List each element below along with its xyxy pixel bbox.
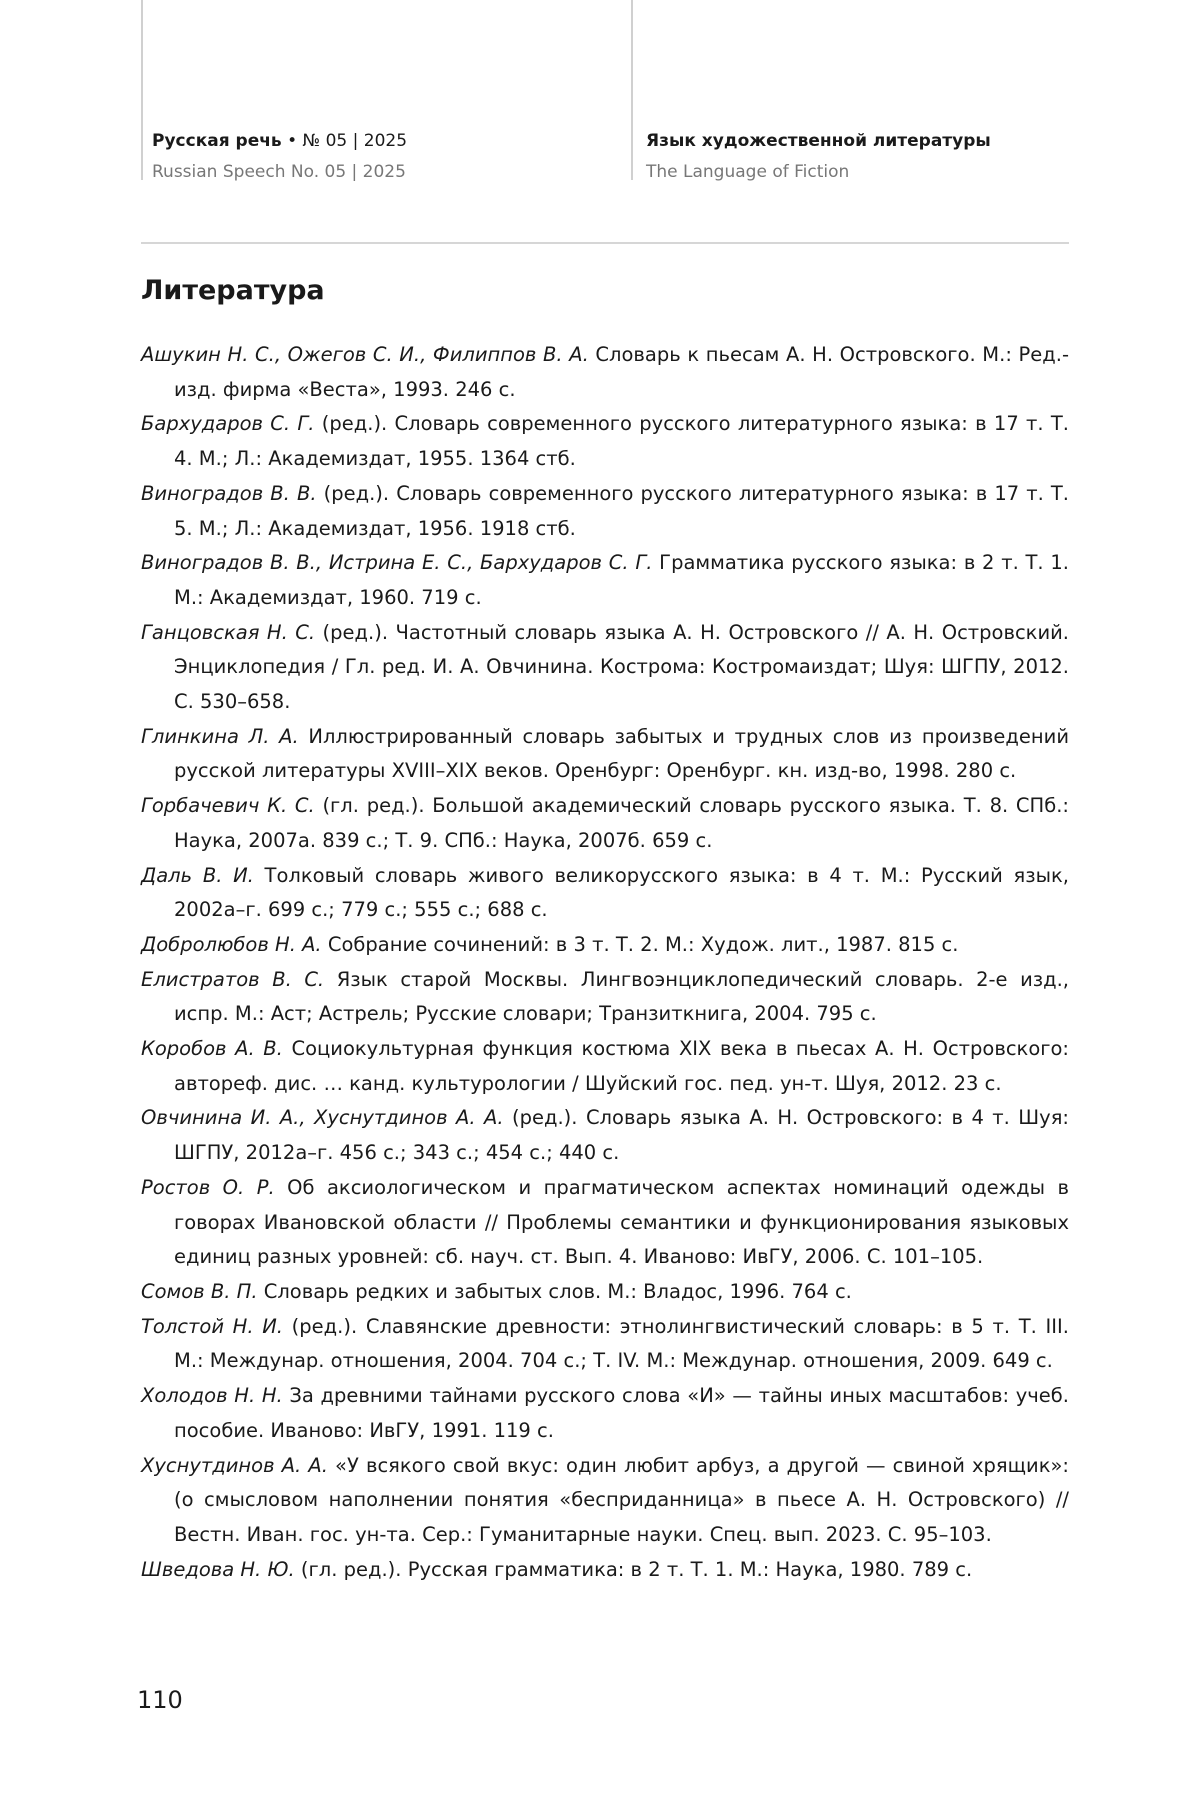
reference-item <box>141 1101 1069 1170</box>
journal-issue: № 05 | 2025 <box>302 131 408 151</box>
reference-text: Социокультурная функция костюма XIX века в пьесах А. Н. Островского: автореф. дис. … канд. культурологии / Шуйский гос. пед. ун-т. Шуя, 2012. 23 с. <box>174 1037 1069 1095</box>
reference-text: Иллюстрированный словарь забытых и трудных слов из произведений русской литературы XVIII–XIX веков. Оренбург: Оренбург. кн. изд-во, 1998. 280 с. <box>174 724 1069 783</box>
reference-item <box>141 1449 1069 1553</box>
reference-authors: Добролюбов Н. А. <box>141 932 322 956</box>
reference-item <box>141 1379 1069 1448</box>
reference-authors: Ростов О. Р. <box>141 1175 275 1199</box>
reference-text: (ред.). Словарь современного русского литературного языка: в 17 т. Т. 5. М.; Л.: Академиздат, 1956. 1918 стб. <box>174 481 1069 540</box>
reference-authors: Ганцовская Н. С. <box>141 620 316 644</box>
reference-authors: Коробов А. В. <box>141 1037 283 1061</box>
reference-item <box>141 407 1069 476</box>
reference-authors: Шведова Н. Ю. <box>141 1557 295 1581</box>
header-rule <box>141 242 1069 244</box>
reference-text: Язык старой Москвы. Лингвоэнциклопедический словарь. 2-е изд., испр. М.: Аст; Астрель; Русские словари; Транзиткнига, 2004. 795 с. <box>174 967 1069 1026</box>
reference-item <box>141 338 1069 407</box>
reference-text: (гл. ред.). Большой академический словарь русского языка. Т. 8. СПб.: Наука, 2007а. 839 с.; Т. 9. СПб.: Наука, 2007б. 659 с. <box>174 794 1070 852</box>
reference-text: (ред.). Частотный словарь языка А. Н. Островского // А. Н. Островский. Энциклопедия / Гл. ред. И. А. Овчинина. Кострома: Костромаиздат; Шуя: ШГПУ, 2012. С. 530–658. <box>174 620 1070 714</box>
reference-text: Словарь редких и забытых слов. М.: Владос, 1996. 764 с. <box>257 1279 852 1303</box>
reference-item <box>141 1310 1069 1379</box>
reference-item <box>141 616 1069 720</box>
reference-authors: Хуснутдинов А. А. <box>141 1453 328 1477</box>
reference-text: Грамматика русского языка: в 2 т. Т. 1. М.: Академиздат, 1960. 719 с. <box>174 551 1069 609</box>
reference-text: (гл. ред.). Русская грамматика: в 2 т. Т. 1. М.: Наука, 1980. 789 с. <box>294 1557 973 1581</box>
reference-authors: Горбачевич К. С. <box>141 794 315 818</box>
reference-text: Толковый словарь живого великорусского языка: в 4 т. М.: Русский язык, 2002а–г. 699 с.; 779 с.; 555 с.; 688 с. <box>174 863 1069 922</box>
reference-text: (ред.). Славянские древности: этнолингвистический словарь: в 5 т. Т. III. М.: Междунар. отношения, 2004. 704 с.; Т. IV. М.: Междунар. отношения, 2009. 649 с. <box>174 1314 1069 1373</box>
reference-text: «У всякого свой вкус: один любит арбуз, а другой — свиной хрящик»: (о смысловом наполнении понятия «бесприданница» в пьесе А. Н. Островского) // Вестн. Иван. гос. ун-та. Сер.: Гуманитарные науки. Спец. вып. 2023. С. 95–103. <box>174 1453 1069 1546</box>
reference-item <box>141 928 1069 963</box>
reference-authors: Овчинина И. А., Хуснутдинов А. А. <box>141 1106 504 1130</box>
reference-text: (ред.). Словарь языка А. Н. Островского: в 4 т. Шуя: ШГПУ, 2012а–г. 456 с.; 343 с.; 454 с.; 440 с. <box>174 1106 1069 1165</box>
reference-item <box>141 789 1069 858</box>
reference-text: Об аксиологическом и прагматическом аспектах номинаций одежды в говорах Ивановской области // Проблемы семантики и функционирования языковых единиц разных уровней: сб. науч. ст. Вып. 4. Иваново: ИвГУ, 2006. С. 101–105. <box>174 1175 1069 1269</box>
reference-item <box>141 1171 1069 1275</box>
reference-authors: Виноградов В. В., Истрина Е. С., Бархударов С. Г. <box>141 551 653 575</box>
reference-authors: Ашукин Н. С., Ожегов С. И., Филиппов В. А. <box>141 343 589 366</box>
reference-item <box>141 477 1069 546</box>
reference-item <box>141 1275 1069 1310</box>
reference-authors: Сомов В. П. <box>141 1279 258 1303</box>
reference-authors: Бархударов С. Г. <box>141 412 315 436</box>
reference-text: Словарь к пьесам А. Н. Островского. М.: Ред.-изд. фирма «Веста», 1993. 246 с. <box>174 343 1069 401</box>
reference-item <box>141 1032 1069 1101</box>
section-name: Язык художественной литературы <box>646 131 991 151</box>
reference-authors: Виноградов В. В. <box>141 481 317 505</box>
reference-text: За древними тайнами русского слова «И» — тайны иных масштабов: учеб. пособие. Иваново: ИвГУ, 1991. 119 с. <box>174 1384 1069 1442</box>
journal-name: Русская речь <box>152 131 282 151</box>
references-heading: Литература <box>141 275 325 306</box>
page-number: 110 <box>137 1686 183 1714</box>
section-name-english: The Language of Fiction <box>646 162 850 182</box>
reference-item <box>141 963 1069 1032</box>
journal-header <box>152 126 407 188</box>
reference-authors: Глинкина Л. А. <box>141 724 299 748</box>
journal-title-line: Русская речь • № 05 | 2025 <box>152 131 408 151</box>
reference-text: Собрание сочинений: в 3 т. Т. 2. М.: Худож. лит., 1987. 815 с. <box>321 932 959 956</box>
reference-item <box>141 859 1069 928</box>
reference-authors: Даль В. И. <box>141 863 254 887</box>
reference-item <box>141 546 1069 615</box>
reference-list <box>141 338 1069 1587</box>
header-divider-left <box>141 0 143 180</box>
reference-authors: Елистратов В. С. <box>141 967 325 991</box>
reference-authors: Толстой Н. И. <box>141 1314 283 1338</box>
section-header <box>646 126 991 188</box>
reference-authors: Холодов Н. Н. <box>141 1384 283 1408</box>
reference-item <box>141 1553 1069 1588</box>
reference-item <box>141 720 1069 789</box>
header-divider-right <box>631 0 633 180</box>
journal-title-english: Russian Speech No. 05 | 2025 <box>152 162 406 182</box>
reference-text: (ред.). Словарь современного русского литературного языка: в 17 т. Т. 4. М.; Л.: Академиздат, 1955. 1364 стб. <box>174 412 1069 471</box>
